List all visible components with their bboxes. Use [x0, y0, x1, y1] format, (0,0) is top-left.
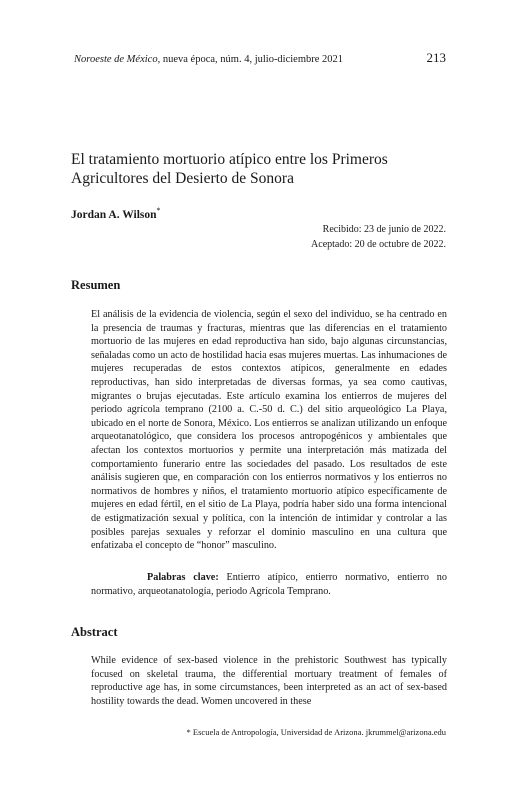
footnote: * Escuela de Antropología, Universidad de Arizona. jkrummel@arizona.edu — [186, 727, 446, 737]
keywords-list: Entierro atípico, entierro normativo, entierro no normativo, arqueotanatología, periodo Agrícola Temprano. — [91, 572, 447, 597]
article-dates — [311, 222, 446, 252]
running-head — [74, 53, 446, 67]
abstract-text: While evidence of sex-based violence in the prehistoric Southwest has typically focused on skeletal trauma, the differential mortuary treatment of females of reproductive age has, in some circumstances, been interpreted as an act of sex-based hostility towards the dead. Women uncovered in these — [91, 655, 447, 707]
received-date: Recibido: 23 de junio de 2022. — [322, 224, 446, 235]
abstract-heading: Abstract — [71, 625, 118, 639]
author-footnote-marker: * — [156, 206, 161, 215]
article-title: El tratamiento mortuorio atípico entre los Primeros Agricultores del Desierto de Sonora — [71, 151, 388, 187]
keywords — [91, 571, 447, 598]
journal-name: Noroeste de México — [74, 54, 158, 65]
resumen-text: El análisis de la evidencia de violencia, según el sexo del individuo, se ha centrado en la presencia de traumas y fracturas, mientras que las diferencias en el tratamiento mortuorio de las mujeres en edad reproductiva han sido, bajo algunas circunstancias, señaladas como un acto de hostilidad hacia esas mujeres muertas. Las inhumaciones de mujeres recuperadas de estos contextos atípicos, generalmente en edades reproductivas, han sido interpretadas de diversas formas, ya sea como cautivas, migrantes o brujas ejecutadas. Este artículo examina los entierros de mujeres del periodo agrícola temprano (2100 a. C.-50 d. C.) del sitio arqueológico La Playa, ubicado en el norte de Sonora, México. Los entierros se analizan utilizando un enfoque arqueotanatológico, que considera los procesos antropogénicos y ambientales que afectan los contextos mortuorios y permite una interpretación más matizada del comportamiento funerario entre las sociedades del pasado. Los resultados de este análisis sugieren que, en comparación con los entierros normativos y los entierros no normativos de hombres y niños, el tratamiento mortuorio atípico específicamente de mujeres en edad fértil, en el sitio de La Playa, podría haber sido una forma intencional de estigmatización sexual y política, con la intención de intimidar y controlar a las posibles parejas sexuales y reforzar el dominio masculino en una cultura que enfatizaba el concepto de “honor” masculino. — [91, 309, 447, 552]
keywords-label: Palabras clave: — [147, 572, 219, 583]
page-number: 213 — [426, 50, 446, 65]
issue-info: , nueva época, núm. 4, julio-diciembre 2021 — [157, 54, 344, 65]
accepted-date: Aceptado: 20 de octubre de 2022. — [311, 239, 446, 250]
author-line — [71, 206, 161, 221]
resumen-heading: Resumen — [71, 278, 121, 292]
author-name: Jordan A. Wilson — [71, 208, 157, 221]
